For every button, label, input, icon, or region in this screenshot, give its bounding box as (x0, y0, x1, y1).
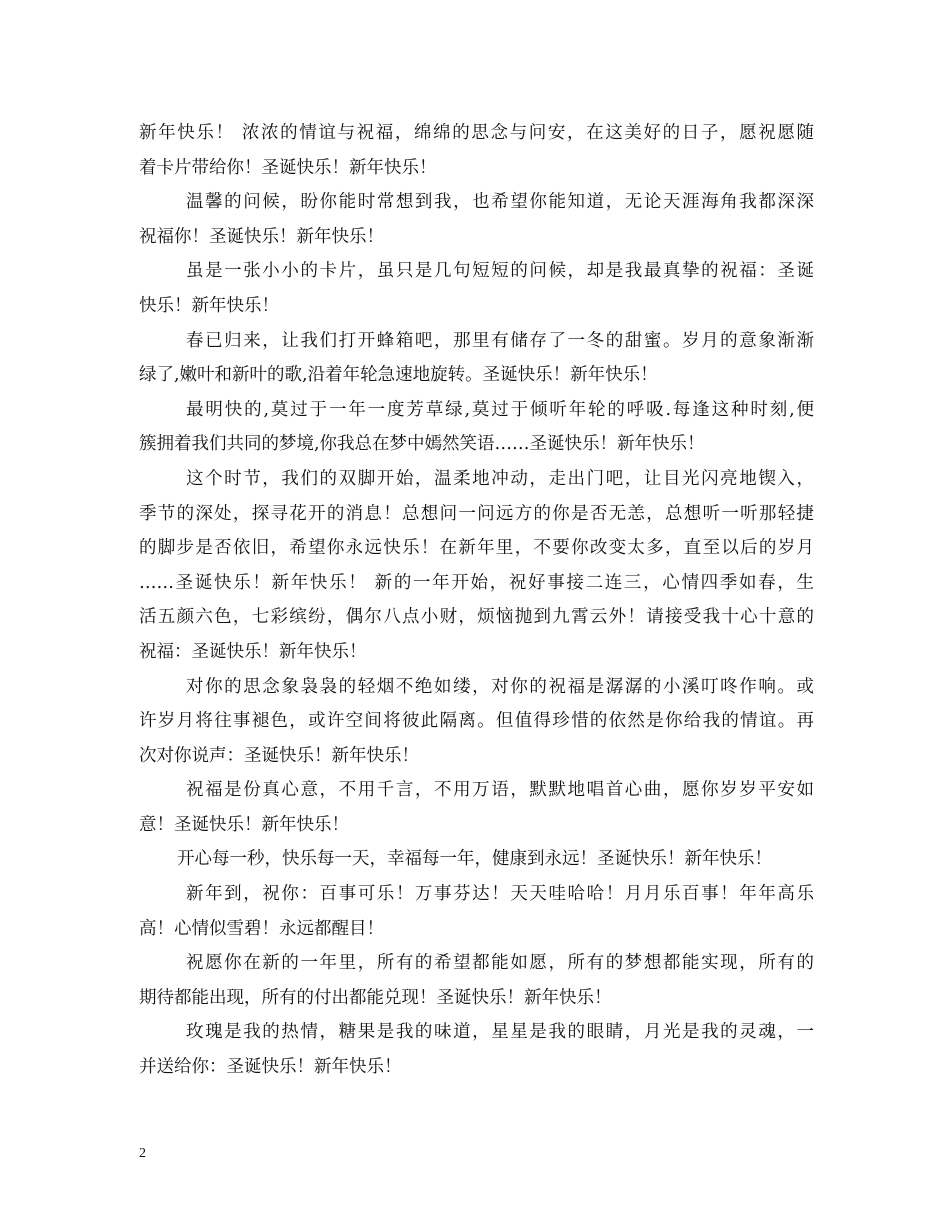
text-line: 祝福：圣诞快乐！新年快乐！ (139, 641, 367, 662)
text-line: 祝福你！圣诞快乐！新年快乐！ (139, 226, 384, 247)
text-line: 期待都能出现，所有的付出都能兑现！圣诞快乐！新年快乐！ (139, 987, 612, 1008)
text-line: 的脚步是否依旧，希望你永远快乐！在新年里，不要你改变太多，直至以后的岁月 (139, 538, 814, 559)
text-line: 着卡片带给你！圣诞快乐！新年快乐！ (139, 157, 437, 178)
text-line: 季节的深处，探寻花开的消息！总想问一问远方的你是否无恙，总想听一听那轻捷 (139, 503, 814, 524)
text-line: 祝愿你在新的一年里，所有的希望都能如愿，所有的梦想都能实现，所有的 (186, 953, 814, 974)
document-body (139, 116, 814, 1085)
page-number: 2 (139, 1146, 146, 1161)
text-line: 对你的思念象袅袅的轻烟不绝如缕，对你的祝福是潺潺的小溪叮咚作响。或 (186, 676, 814, 697)
text-line: 春已归来，让我们打开蜂箱吧，那里有储存了一冬的甜蜜。岁月的意象渐渐 (186, 330, 814, 351)
text-line: 虽是一张小小的卡片，虽只是几句短短的问候，却是我最真挚的祝福：圣诞 (186, 261, 814, 282)
text-line: 并送给你：圣诞快乐！新年快乐！ (139, 1057, 402, 1078)
text-line: 这个时节，我们的双脚开始，温柔地冲动，走出门吧，让目光闪亮地锲入， (186, 468, 814, 489)
text-line: 簇拥着我们共同的梦境,你我总在梦中嫣然笑语……圣诞快乐！新年快乐！ (139, 434, 705, 455)
text-line: 最明快的,莫过于一年一度芳草绿,莫过于倾听年轮的呼吸.每逢这种时刻,便 (186, 399, 814, 420)
text-line: 玫瑰是我的热情，糖果是我的味道，星星是我的眼睛，月光是我的灵魂，一 (186, 1022, 814, 1043)
text-line: 许岁月将往事褪色，或许空间将彼此隔离。但值得珍惜的依然是你给我的情谊。再 (139, 711, 814, 732)
text-line: 开心每一秒，快乐每一天，幸福每一年，健康到永远！圣诞快乐！新年快乐！ (177, 849, 772, 870)
text-line: 活五颜六色，七彩缤纷，偶尔八点小财，烦恼抛到九霄云外！请接受我十心十意的 (139, 607, 814, 628)
text-line: 次对你说声：圣诞快乐！新年快乐！ (139, 745, 419, 766)
text-line: 新年到，祝你：百事可乐！万事芬达！天天哇哈哈！月月乐百事！年年高乐 (186, 884, 814, 905)
text-line: ……圣诞快乐！新年快乐！ 新的一年开始，祝好事接二连三，心情四季如春，生 (139, 572, 814, 593)
text-line: 意！圣诞快乐！新年快乐！ (139, 814, 349, 835)
text-line: 新年快乐！ 浓浓的情谊与祝福，绵绵的思念与问安，在这美好的日子，愿祝愿随 (139, 123, 814, 143)
text-line: 快乐！新年快乐！ (139, 295, 279, 316)
text-line: 绿了,嫩叶和新叶的歌,沿着年轮急速地旋转。圣诞快乐！新年快乐！ (139, 365, 658, 386)
text-line: 高！心情似雪碧！永远都醒目！ (139, 918, 384, 939)
text-line: 温馨的问候，盼你能时常想到我，也希望你能知道，无论天涯海角我都深深 (186, 192, 814, 213)
text-line: 祝福是份真心意，不用千言，不用万语，默默地唱首心曲，愿你岁岁平安如 (186, 780, 814, 801)
